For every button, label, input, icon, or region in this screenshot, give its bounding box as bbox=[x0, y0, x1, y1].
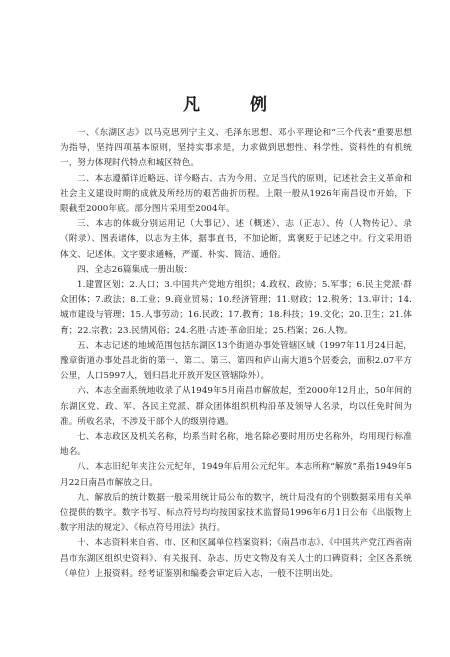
paragraph-chapter-list: 1.建置区划；2.人口；3.中国共产党地方组织；4.政权、政协；5.军事；6.民主党派·群众团体；7.政法；8.工业；9.商业贸易；10.经济管理；11.财政；12.税务；13.审计；14.城市建设与管理；15.人事劳动；16.民政；17.教育；18.科技；19.文化；20.卫生；21.体育；22.宗教；23.民情风俗；24.名胜·古迹·革命旧址；25.档案；26.人物。 bbox=[60, 280, 412, 336]
paragraph-leadership-roster: 六、本志全面系统地收录了从1949年5月南昌市解放起，至2000年12月止，50年间的东湖区党、政、军、各民主党派、群众团体组织机构沿革及领导人名录，均以任免时间为准。所收名录，不涉及干部个人的级别待遇。 bbox=[60, 386, 412, 427]
paragraph-place-names: 七、本志政区及机关名称，均系当时名称，地名除必要时用历史名称外，均用现行标准地名。 bbox=[60, 432, 412, 458]
paragraph-statistics: 九、解放后的统计数据一般采用统计局公布的数字，统计局没有的个别数据采用有关单位提供的数字。数字书写、标点符号均均按国家技术监督局1996年6月1日公布《出版物上数字用法的规定》、《标点符号用法》执行。 bbox=[60, 492, 412, 534]
paragraph-geographic-scope: 五、本志记述的地域范围包括东湖区13个街道办事处管辖区域（1997年11月24日起，豫章街道办事处昌北街的第一、第二、第三、第四和庐山南大道5个居委会，面积2.07平方公里，人口5997人，划归昌北开放开发区管辖除外）。 bbox=[60, 340, 412, 382]
page-title: 凡 例 bbox=[183, 95, 289, 115]
paragraph-guiding-principle: 一、《东湖区志》以马克思列宁主义、毛泽东思想、邓小平理论和“三个代表”重要思想为指导，坚持四项基本原则，坚持实事求是，力求做到思想性、科学性、资料性的有机统一，努力体现时代特点和城区特色。 bbox=[60, 128, 412, 169]
paragraph-volume-intro: 四、全志26篇集成一册出版： bbox=[77, 264, 193, 275]
paragraph-calendar: 八、本志旧纪年夹注公元纪年，1949年后用公元纪年。本志所称“解放”系指1949年5月22日南昌市解放之日。 bbox=[60, 462, 412, 488]
paragraph-sources: 十、本志资料来自省、市、区和区属单位档案资料；《南昌市志》、《中国共产党江西省南昌市东湖区组织史资料》、有关报刊、杂志、历史文物及有关人士的口碑资料；全区各系统（单位）上报资料。经考证鉴别和编委会审定后入志，一般不注明出处。 bbox=[60, 538, 412, 579]
paragraph-genre-style: 三、本志的体裁分别运用记（大事记）、述（概述）、志（正志）、传（人物传记）、录（附录）、图表诸体，以志为主体，据事直书，不加论断，寓褒贬于记述之中。行文采用语体文、记述体。文字要求通畅，严谨、朴实、简洁、通俗。 bbox=[60, 219, 412, 260]
document-body bbox=[60, 126, 412, 582]
paragraph-time-range: 二、本志遵循详近略远、详今略古、古为今用、立足当代的原则，记述社会主义革命和社会主义建设时期的成就及所经历的艰苦曲折历程。上限一般从1926年南昌设市开始，下限截至2000年底。部分图片采用至2004年。 bbox=[60, 173, 412, 215]
